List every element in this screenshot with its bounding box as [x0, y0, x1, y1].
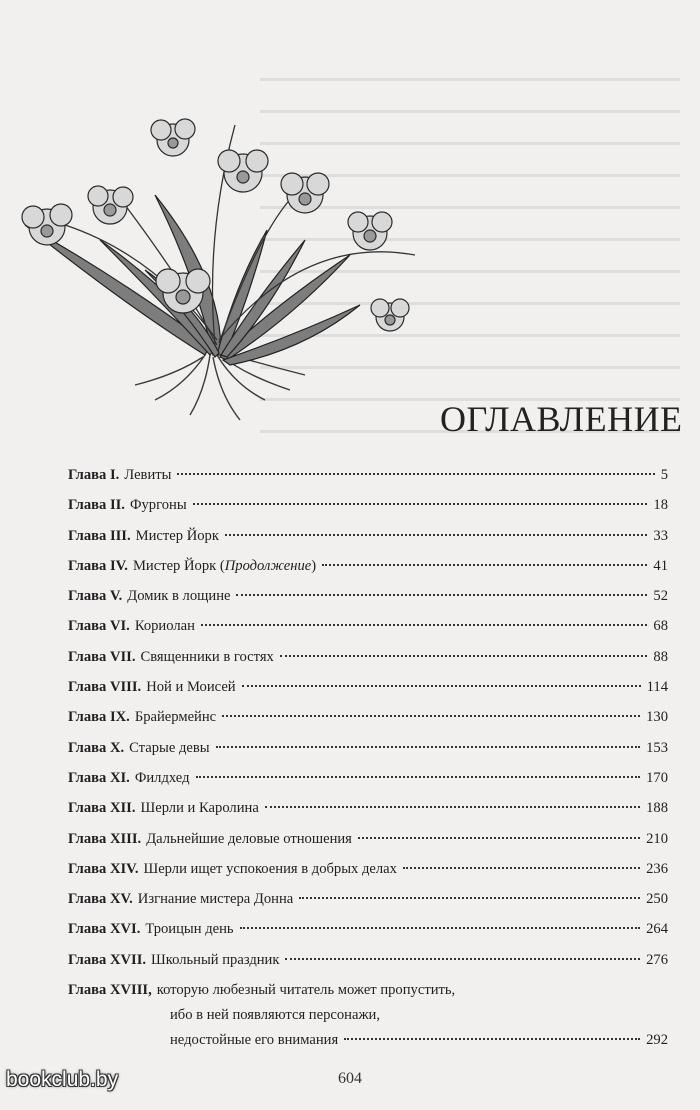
dot-leader [358, 837, 640, 839]
page-ref: 130 [646, 709, 668, 726]
page-number: 604 [338, 1070, 362, 1087]
chapter-number: Глава I. [68, 467, 120, 483]
table-of-contents [68, 460, 668, 1053]
page-ref: 170 [646, 769, 668, 786]
toc-entry[interactable] [68, 914, 668, 944]
toc-entry[interactable] [68, 884, 668, 914]
chapter-number: Глава XVI. [68, 921, 141, 938]
dot-leader [242, 685, 641, 687]
page-ref: 88 [653, 648, 668, 665]
dot-leader [280, 655, 648, 657]
toc-entry[interactable] [68, 460, 668, 490]
toc-entry[interactable] [68, 824, 668, 854]
chapter-title: Священники в гостях [140, 648, 274, 665]
toc-entry[interactable] [68, 642, 668, 672]
chapter-title: Шерли и Каролина [140, 800, 259, 817]
chapter-title-italic: Продолжение [224, 557, 312, 574]
contents-heading: ОГЛАВЛЕНИЕ [440, 399, 683, 439]
page-ref: 5 [660, 467, 668, 483]
chapter-title: Домик в лощине [127, 588, 231, 605]
page-ref: 52 [653, 588, 668, 605]
dot-leader [299, 897, 640, 899]
chapter-title: Мистер Йорк [135, 527, 219, 544]
toc-entry[interactable] [68, 854, 668, 884]
dot-leader [240, 927, 641, 929]
chapter-number: Глава XVII. [68, 951, 147, 968]
toc-entry[interactable] [68, 551, 668, 581]
toc-entry[interactable] [68, 490, 668, 520]
chapter-title: Дальнейшие деловые отношения [146, 830, 352, 847]
page-ref: 210 [646, 830, 668, 847]
chapter-number: Глава XII. [68, 800, 136, 817]
dot-leader [196, 776, 641, 778]
chapter-number: Глава VI. [68, 618, 130, 635]
toc-entry[interactable] [68, 945, 668, 975]
chapter-title: Школьный праздник [151, 951, 280, 968]
chapter-title: Филдхед [134, 769, 190, 786]
toc-entry[interactable] [68, 521, 668, 551]
chapter-number: Глава VIII. [68, 679, 142, 696]
page-ref: 292 [646, 1032, 668, 1049]
chapter-number: Глава IX. [68, 709, 130, 726]
toc-entry[interactable] [68, 672, 668, 702]
chapter-title: Мистер Йорк (Продолжение) [132, 557, 317, 574]
toc-entry[interactable] [68, 702, 668, 732]
chapter-title: Старые девы [129, 739, 210, 756]
page-ref: 18 [653, 497, 668, 514]
chapter-number: Глава IV. [68, 557, 128, 574]
chapter-number: Глава X. [68, 739, 125, 756]
page-ref: 153 [646, 739, 668, 756]
dot-leader [403, 867, 640, 869]
chapter-number: Глава III. [68, 527, 131, 544]
chapter-number: Глава XIV. [68, 860, 139, 877]
chapter-title: Брайермейнс [134, 709, 217, 726]
chapter-number: Глава II. [68, 497, 125, 514]
chapter-title-line: которую любезный читатель может пропустить, [156, 982, 456, 999]
chapter-title: Изгнание мистера Донна [137, 891, 294, 908]
chapter-number: Глава XIII. [68, 830, 142, 847]
dot-leader [201, 624, 647, 626]
page-ref: 188 [646, 800, 668, 817]
dot-leader [344, 1038, 640, 1040]
watermark: bookclub.by [6, 1068, 119, 1091]
page-ref: 276 [646, 951, 668, 968]
dot-leader [177, 473, 654, 475]
page-ref: 264 [646, 921, 668, 938]
toc-entry[interactable] [68, 581, 668, 611]
dot-leader [322, 564, 647, 566]
dot-leader [193, 503, 648, 505]
chapter-title: Шерли ищет успокоения в добрых делах [143, 860, 397, 877]
chapter-number: Глава XV. [68, 891, 133, 908]
chapter-title: Ной и Моисей [146, 679, 236, 696]
dot-leader [216, 746, 641, 748]
chapter-title-line: недостойные его внимания [170, 1032, 339, 1049]
dot-leader [285, 958, 640, 960]
toc-entry-multiline[interactable] [68, 978, 668, 1053]
chapter-title: Троицын день [145, 921, 234, 938]
chapter-number: Глава XI. [68, 769, 130, 786]
toc-entry[interactable] [68, 763, 668, 793]
page-ref: 68 [653, 618, 668, 635]
dot-leader [225, 534, 647, 536]
page-ref: 114 [646, 679, 668, 696]
dot-leader [265, 806, 640, 808]
page-ref: 41 [653, 557, 668, 574]
chapter-number: Глава V. [68, 588, 123, 605]
chapter-title: Фургоны [129, 497, 187, 514]
toc-entry[interactable] [68, 793, 668, 823]
dot-leader [222, 715, 640, 717]
toc-entry[interactable] [68, 611, 668, 641]
page-ref: 236 [646, 860, 668, 877]
toc-entry[interactable] [68, 733, 668, 763]
chapter-title: Кориолан [134, 618, 195, 635]
chapter-title: Левиты [124, 467, 172, 483]
page-ref: 33 [653, 527, 668, 544]
chapter-title-line: ибо в ней появляются персонажи, [170, 1007, 380, 1024]
orchid-illustration-icon [5, 55, 425, 435]
chapter-number: Глава VII. [68, 648, 136, 665]
dot-leader [236, 594, 647, 596]
page-ref: 250 [646, 891, 668, 908]
chapter-number: Глава XVIII, [68, 982, 152, 999]
